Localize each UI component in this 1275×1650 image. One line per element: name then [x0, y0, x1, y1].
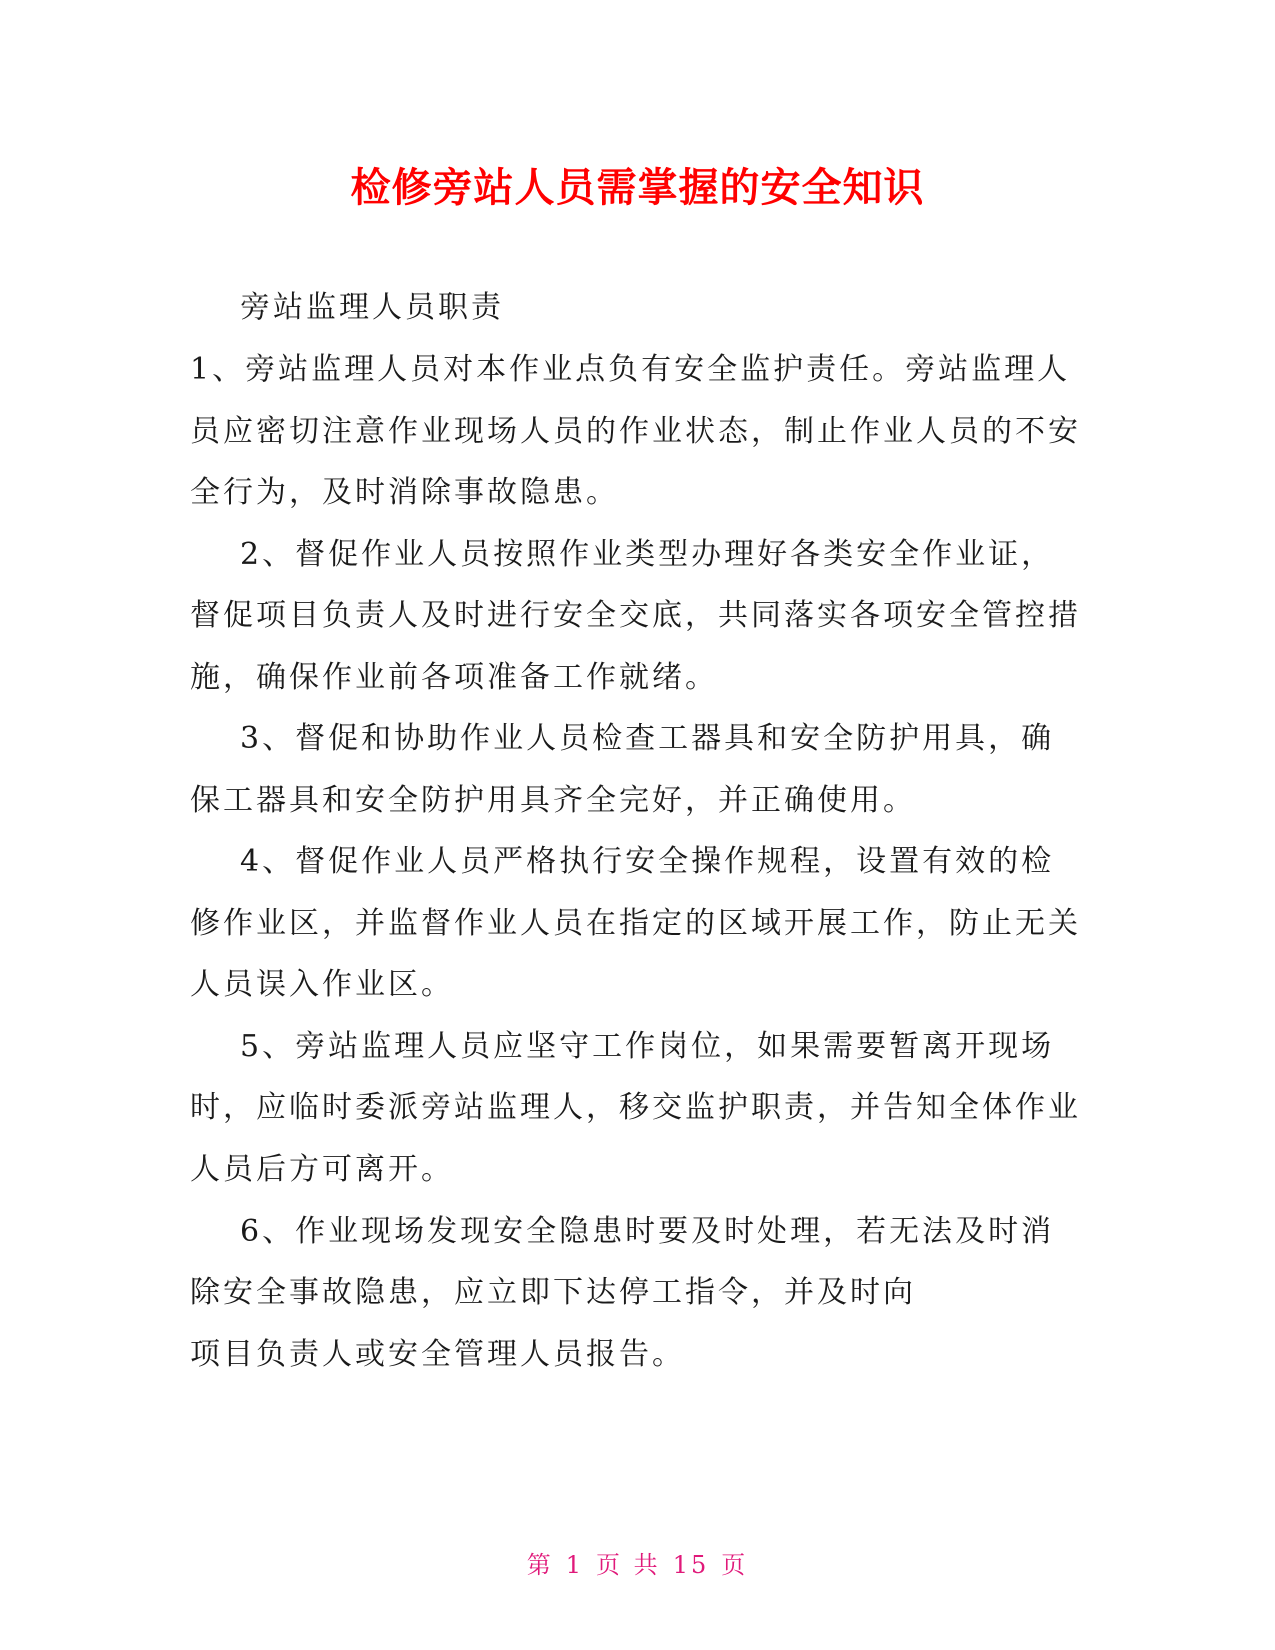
paragraph-line: 督促项目负责人及时进行安全交底，共同落实各项安全管控措	[190, 598, 1081, 633]
paragraph-line: 保工器具和安全防护用具齐全完好，并正确使用。	[190, 783, 916, 818]
paragraph-line: 全行为，及时消除事故隐患。	[190, 475, 619, 510]
paragraph-line: 6、作业现场发现安全隐患时要及时处理，若无法及时消	[240, 1214, 1055, 1249]
section-heading: 旁站监理人员职责	[240, 290, 504, 325]
page-footer	[0, 1545, 1275, 1580]
paragraph-line: 修作业区，并监督作业人员在指定的区域开展工作，防止无关	[190, 906, 1081, 941]
footer-prefix: 第	[526, 1551, 554, 1579]
document-title: 检修旁站人员需掌握的安全知识	[350, 165, 925, 211]
paragraph-line: 施，确保作业前各项准备工作就绪。	[190, 660, 718, 695]
paragraph-line: 人员后方可离开。	[190, 1152, 454, 1187]
paragraph-line: 4、督促作业人员严格执行安全操作规程，设置有效的检	[240, 844, 1055, 879]
paragraph-line: 项目负责人或安全管理人员报告。	[190, 1337, 685, 1372]
paragraph-line: 2、督促作业人员按照作业类型办理好各类安全作业证，	[240, 537, 1055, 572]
paragraph-line: 1、旁站监理人员对本作业点负有安全监护责任。旁站监理人	[190, 352, 1071, 387]
footer-suffix: 页	[721, 1551, 749, 1579]
footer-middle: 页 共	[596, 1551, 661, 1579]
paragraph-line: 5、旁站监理人员应坚守工作岗位，如果需要暂离开现场	[240, 1029, 1055, 1064]
paragraph-line: 员应密切注意作业现场人员的作业状态，制止作业人员的不安	[190, 414, 1081, 449]
paragraph-line: 除安全事故隐患，应立即下达停工指令，并及时向	[190, 1275, 916, 1310]
footer-current-page: 1	[565, 1551, 585, 1579]
paragraph-line: 人员误入作业区。	[190, 967, 454, 1002]
paragraph-line: 时，应临时委派旁站监理人，移交监护职责，并告知全体作业	[190, 1090, 1081, 1125]
paragraph-line: 3、督促和协助作业人员检查工器具和安全防护用具，确	[240, 721, 1055, 756]
footer-total-pages: 15	[672, 1551, 710, 1579]
